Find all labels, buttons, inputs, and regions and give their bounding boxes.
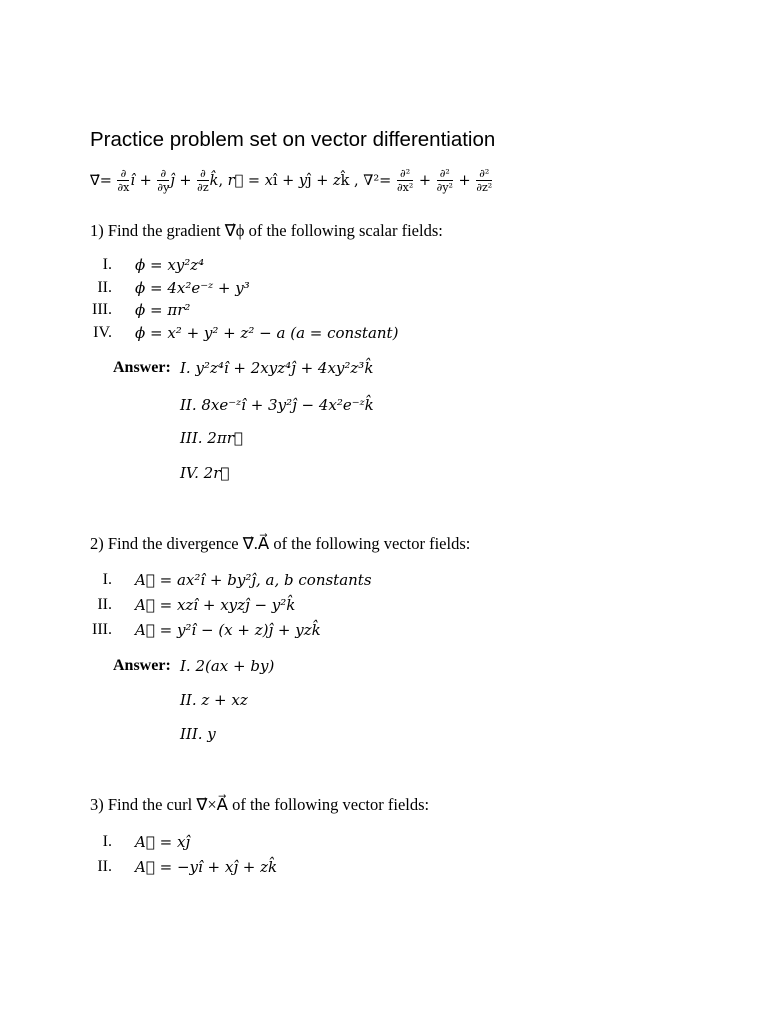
q1-item-2-numeral: II. — [97, 279, 112, 296]
q2-answer-label: Answer: — [113, 657, 171, 674]
q1-item-2-expr: ϕ = 4x²e⁻ᶻ + y³ — [135, 279, 250, 297]
q3-item-2-numeral: II. — [97, 858, 112, 875]
q1-answer-3: III. 2πr⃗ — [180, 429, 243, 447]
nabla-definition: ∇⃗= $\frac{\partial}{\partial x}$ î + $\frac{\partial}{\partial y}$ ĵ + $\frac{\partial}{\partial z}$ k̂ — [90, 167, 219, 194]
q2-item-3-expr: A⃗ = y²î − (x + z)ĵ + yzk̂ — [135, 621, 321, 639]
q1-answer-1: I. y²z⁴î + 2xyz⁴ĵ + 4xy²z³k̂ — [180, 359, 374, 377]
position-vector-definition: r⃗ = xî + yĵ + zk̂ — [227, 173, 350, 189]
q1-item-3-numeral: III. — [92, 301, 112, 318]
q1-item-1-numeral: I. — [102, 256, 112, 273]
q1-prompt: 1) Find the gradient ∇⃗ϕ of the following scalar fields: — [90, 221, 443, 240]
q1-item-1-expr: ϕ = xy²z⁴ — [135, 256, 205, 274]
q2-item-1-numeral: I. — [102, 571, 112, 588]
q1-item-3-expr: ϕ = πr² — [135, 301, 191, 319]
q1-item-4-numeral: IV. — [93, 324, 112, 341]
definitions-line: ∇⃗= $\frac{\partial}{\partial x}$ î + $\frac{\partial}{\partial y}$ ĵ + $\frac{\partial}{\partial z}$ k̂, r⃗ = xî + yĵ + zk̂ , ∇²= $\frac{\text{∂²}}{\text{∂x²}}$ + $\frac{\text{∂²}}{\text{∂y²}}$ + $\frac{\text{∂²}}{\text{∂z²}}$ — [90, 167, 493, 194]
q2-prompt: 2) Find the divergence ∇⃗.A⃗ of the following vector fields: — [90, 534, 471, 553]
q3-item-2-expr: A⃗ = −yî + xĵ + zk̂ — [135, 858, 278, 876]
q2-item-2-expr: A⃗ = xzî + xyzĵ − y²k̂ — [135, 596, 296, 614]
q3-prompt: 3) Find the curl ∇⃗×A⃗ of the following vector fields: — [90, 795, 430, 814]
q1-answer-label: Answer: — [113, 359, 171, 376]
q2-item-3-numeral: III. — [92, 621, 112, 638]
page-title: Practice problem set on vector differentiation — [90, 128, 496, 151]
q1-item-4-expr: ϕ = x² + y² + z² − a (a = constant) — [135, 324, 399, 342]
q2-answer-1: I. 2(ax + by) — [180, 657, 275, 675]
q2-item-2-numeral: II. — [97, 596, 112, 613]
q2-item-1-expr: A⃗ = ax²î + by²ĵ, a, b constants — [135, 571, 372, 589]
q3-item-1-expr: A⃗ = xĵ — [135, 833, 191, 851]
q1-answer-2: II. 8xe⁻ᶻî + 3y²ĵ − 4x²e⁻ᶻk̂ — [180, 396, 374, 414]
q2-answer-3: III. y — [180, 725, 216, 743]
laplacian-definition: ∇²= $\frac{\text{∂²}}{\text{∂x²}}$ + $\frac{\text{∂²}}{\text{∂y²}}$ + $\frac{\text{∂²}}{\text{∂z²}}$ — [363, 167, 493, 194]
q3-item-1-numeral: I. — [102, 833, 112, 850]
q2-answer-2: II. z + xz — [180, 691, 248, 709]
q1-answer-4: IV. 2r⃗ — [180, 464, 230, 482]
